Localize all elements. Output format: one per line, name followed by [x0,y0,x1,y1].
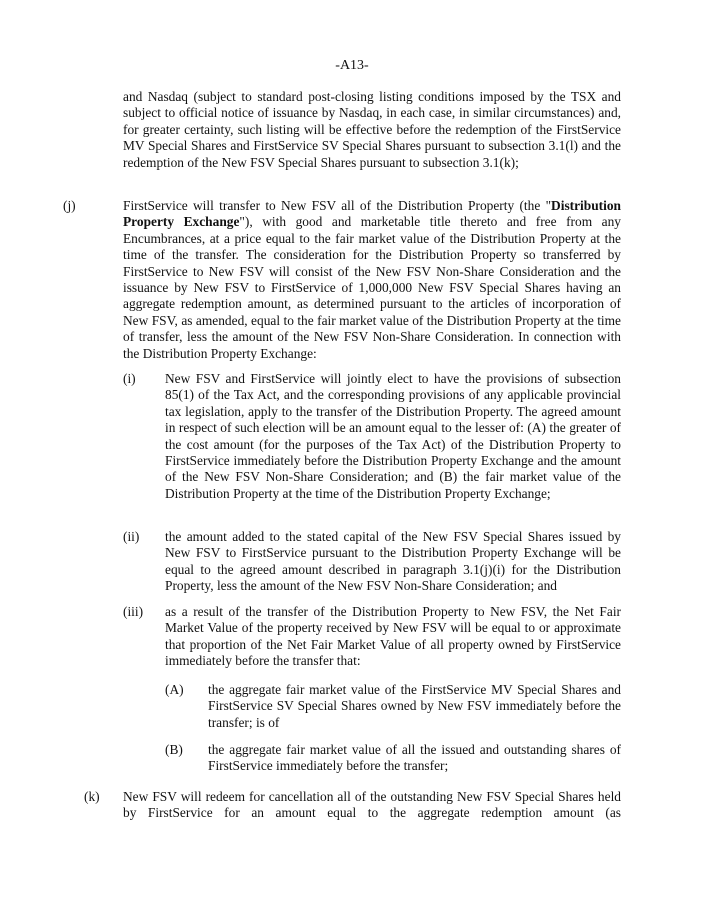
item-b-text: the aggregate fair market value of all the issued and outstanding shares of FirstService immediately before the transfer; [208,742,621,774]
subclause-i-label: (i) [123,371,136,386]
clause-j-paragraph [123,198,621,362]
subclause-iii-label: (iii) [123,604,144,619]
clause-j-text-before: FirstService will transfer to New FSV all of the Distribution Property (the " [123,198,552,213]
clause-j-text-after: "), with good and marketable title thereto and free from any Encumbrances, at a price equal to the fair market value of the Distribution Property at the time of the transfer. The consideration for the Distribution Property so transferred by FirstService to New FSV will consist of the New FSV Non-Share Consideration and the issuance by New FSV to FirstService of 1,000,000 New FSV Special Shares having an aggregate redemption amount, as determined pursuant to the articles of incorporation of New FSV, as amended, equal to the fair market value of the Distribution Property at the time of transfer, less the amount of the New FSV Non-Share Consideration. In connection with the Distribution Property Exchange: [123,214,621,361]
continuation-paragraph: and Nasdaq (subject to standard post-closing listing conditions imposed by the TSX and subject to official notice of issuance by Nasdaq, in each case, in similar circumstances) and, for greater certainty, such listing will be effective before the redemption of the FirstService MV Special Shares and FirstService SV Special Shares pursuant to subsection 3.1(l) and the redemption of the New FSV Special Shares pursuant to subsection 3.1(k); [123,89,621,170]
clause-k-text: New FSV will redeem for cancellation all of the outstanding New FSV Special Shares held by FirstService for an amount equal to the aggregate redemption amount (as [123,789,621,821]
subclause-ii-text: the amount added to the stated capital of the New FSV Special Shares issued by New FSV to FirstService pursuant to the Distribution Property Exchange will be equal to the agreed amount described in paragraph 3.1(j)(i) for the Distribution Property, less the amount of the New FSV Non-Share Consideration; and [165,529,621,594]
clause-j-label: (j) [63,198,76,213]
item-b-label: (B) [165,742,183,757]
subclause-iii-text: as a result of the transfer of the Distribution Property to New FSV, the Net Fair Market Value of the property received by New FSV will be equal to or approximate that proportion of the Net Fair Market Value of all property owned by FirstService immediately before the transfer that: [165,604,621,669]
item-a-text: the aggregate fair market value of the FirstService MV Special Shares and FirstService SV Special Shares owned by New FSV immediately before the transfer; is of [208,682,621,730]
subclause-ii-label: (ii) [123,529,140,544]
item-a-label: (A) [165,682,184,697]
defined-term: Distribution Property Exchange [123,198,621,230]
subclause-i-text: New FSV and FirstService will jointly elect to have the provisions of subsection 85(1) of the Tax Act, and the corresponding provisions of any applicable provincial tax legislation, apply to the transfer of the Distribution Property. The agreed amount in respect of such election will be an amount equal to the lesser of: (A) the greater of the cost amount (for the purposes of the Tax Act) of the Distribution Property to FirstService immediately before the Distribution Property Exchange and the amount of the New FSV Non-Share Consideration; and (B) the fair market value of the Distribution Property at the time of the Distribution Property Exchange; [165,371,621,501]
clause-k-label: (k) [84,789,100,804]
page-number: -A13- [335,58,369,73]
